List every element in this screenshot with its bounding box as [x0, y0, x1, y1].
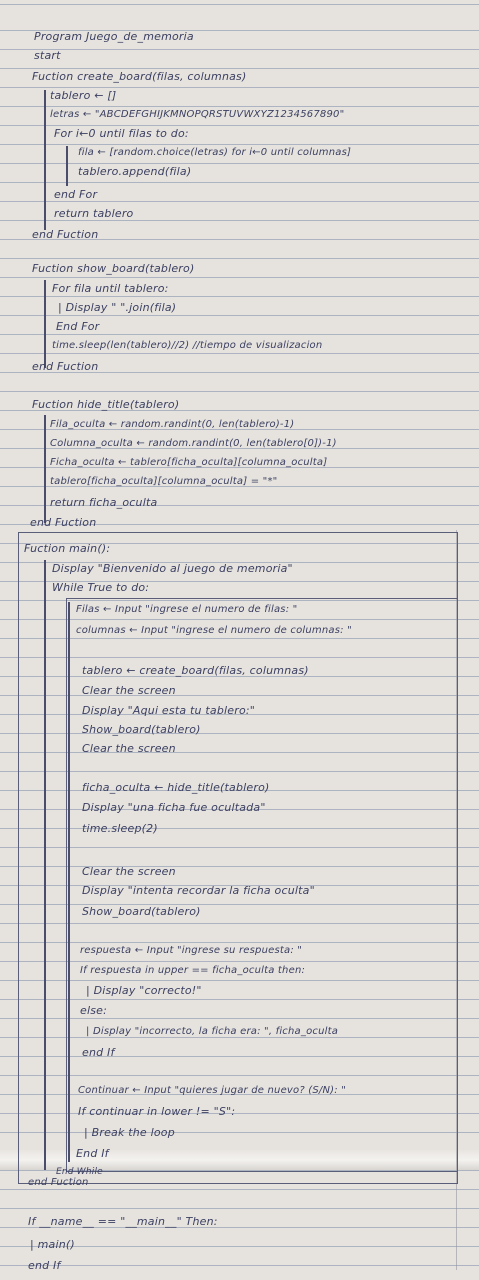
bracket-hide-title	[44, 415, 46, 523]
code-line: tablero ← create_board(filas, columnas)	[82, 664, 309, 677]
code-line: fila ← [random.choice(letras) for i←0 until columnas]	[78, 147, 352, 158]
code-line: Columna_oculta ← random.randint(0, len(tablero[0])-1)	[50, 438, 337, 449]
code-line: tablero[ficha_oculta][columna_oculta] = "*"	[50, 476, 278, 487]
code-line: | Display " ".join(fila)	[58, 301, 177, 314]
code-line: If respuesta in upper == ficha_oculta then:	[80, 965, 306, 976]
code-line: | Display "correcto!"	[86, 984, 202, 997]
code-line: else:	[80, 1004, 108, 1017]
code-line: For fila until tablero:	[52, 282, 169, 295]
bracket-create-board	[44, 90, 46, 230]
code-line: Clear the screen	[82, 742, 176, 755]
code-line: columnas ← Input "ingrese el numero de columnas: "	[76, 625, 352, 636]
code-line: letras ← "ABCDEFGHIJKMNOPQRSTUVWXYZ1234567890"	[50, 109, 345, 120]
code-line: | main()	[30, 1238, 75, 1251]
code-line: Display "Bienvenido al juego de memoria"	[52, 562, 293, 575]
code-line: Clear the screen	[82, 865, 176, 878]
code-line: | Display "incorrecto, la ficha era: ", ficha_oculta	[86, 1026, 339, 1037]
program-title: Program Juego_de_memoria	[34, 30, 194, 43]
code-line: Show_board(tablero)	[82, 905, 201, 918]
code-line: time.sleep(2)	[82, 822, 158, 835]
code-line: end Fuction	[32, 360, 99, 373]
start-label: start	[34, 49, 61, 62]
bracket-for-loop	[66, 146, 68, 186]
code-line: Show_board(tablero)	[82, 723, 201, 736]
code-line: Filas ← Input "ingrese el numero de filas: "	[76, 604, 298, 615]
code-line: | Break the loop	[84, 1126, 175, 1139]
code-line: end Fuction	[30, 516, 97, 529]
code-line: end For	[54, 188, 98, 201]
code-line: Fuction create_board(filas, columnas)	[32, 70, 247, 83]
code-line: end Fuction	[32, 228, 99, 241]
code-line: End If	[76, 1147, 109, 1160]
code-line: return tablero	[54, 207, 134, 220]
code-line: End For	[56, 320, 100, 333]
code-line: ficha_oculta ← hide_title(tablero)	[82, 781, 270, 794]
code-line: end If	[28, 1259, 61, 1272]
code-line: End While	[56, 1167, 103, 1177]
code-line: Display "una ficha fue ocultada"	[82, 801, 266, 814]
code-line: end If	[82, 1046, 115, 1059]
code-line: tablero.append(fila)	[78, 165, 192, 178]
code-line: end Fuction	[28, 1177, 89, 1188]
code-line: tablero ← []	[50, 89, 117, 102]
code-line: For i←0 until filas to do:	[54, 127, 189, 140]
code-line: return ficha_oculta	[50, 496, 158, 509]
code-line: Continuar ← Input "quieres jugar de nuevo? (S/N): "	[78, 1085, 346, 1096]
code-line: If __name__ == "__main__" Then:	[28, 1215, 218, 1228]
code-line: Fuction show_board(tablero)	[32, 262, 195, 275]
bracket-show-board	[44, 280, 46, 368]
code-line: time.sleep(len(tablero)//2) //tiempo de visualizacion	[52, 340, 323, 351]
code-line: Display "Aqui esta tu tablero:"	[82, 704, 256, 717]
code-line: If continuar in lower != "S":	[78, 1105, 236, 1118]
code-line: Display "intenta recordar la ficha oculta"	[82, 884, 315, 897]
code-line: Fila_oculta ← random.randint(0, len(tablero)-1)	[50, 419, 295, 430]
code-line: Clear the screen	[82, 684, 176, 697]
code-line: Ficha_oculta ← tablero[ficha_oculta][columna_oculta]	[50, 457, 328, 468]
code-line: respuesta ← Input "ingrese su respuesta: "	[80, 945, 303, 956]
code-line: Fuction hide_title(tablero)	[32, 398, 180, 411]
code-line: Fuction main():	[24, 542, 111, 555]
code-line: While True to do:	[52, 581, 150, 594]
